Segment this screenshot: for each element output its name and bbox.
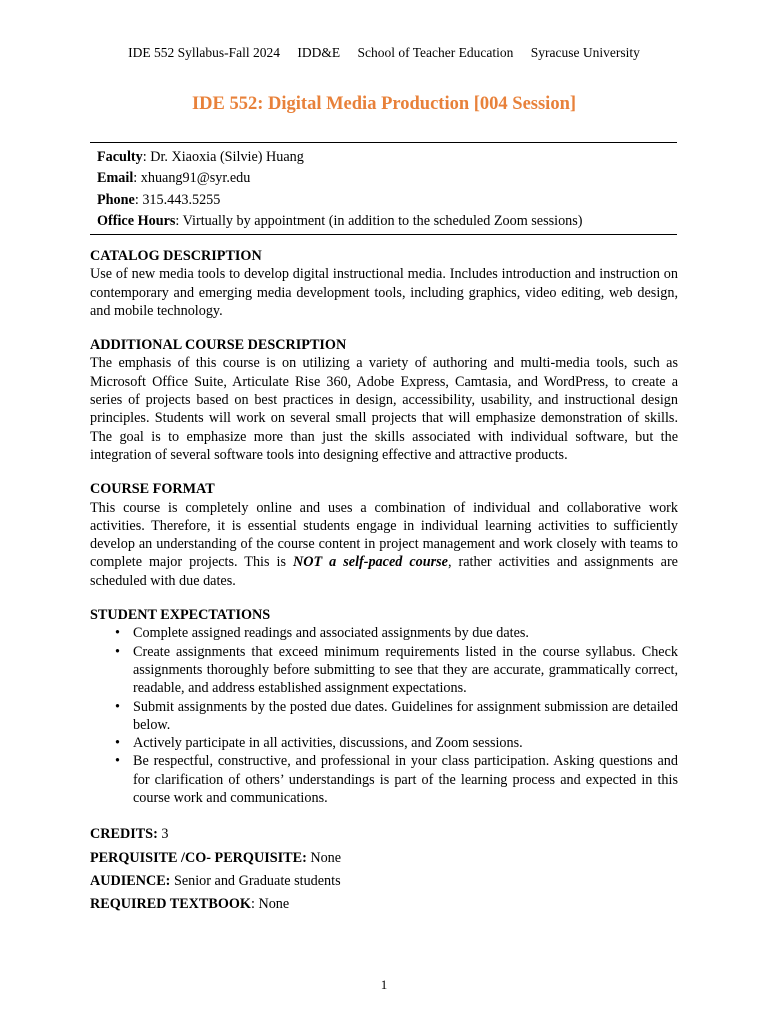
phone-label: Phone bbox=[97, 191, 135, 208]
course-facts bbox=[90, 823, 678, 916]
credits-value: 3 bbox=[157, 826, 169, 843]
course-format-text-after: , rather activities and assignments are scheduled with due dates. bbox=[90, 554, 678, 589]
email-row bbox=[90, 168, 677, 189]
course-format-emphasis: NOT a self-paced course bbox=[293, 554, 448, 571]
catalog-section bbox=[90, 247, 678, 320]
faculty-label: Faculty bbox=[97, 149, 143, 165]
office-hours-row bbox=[90, 211, 677, 232]
prerequisite-line bbox=[90, 847, 678, 870]
page-header bbox=[0, 45, 768, 61]
course-format-section bbox=[90, 480, 678, 590]
page-number: 1 bbox=[380, 977, 388, 992]
email-value: : xhuang91@syr.edu bbox=[133, 170, 251, 187]
header-department: IDD&E bbox=[297, 45, 341, 60]
course-format-heading: COURSE FORMAT bbox=[90, 481, 215, 498]
textbook-value: : None bbox=[250, 896, 290, 913]
additional-description-heading: ADDITIONAL COURSE DESCRIPTION bbox=[90, 337, 347, 354]
textbook-label: REQUIRED TEXTBOOK bbox=[90, 896, 251, 913]
course-format-text bbox=[90, 499, 678, 590]
document-body bbox=[90, 247, 678, 917]
document-title: IDE 552: Digital Media Production [004 Session] bbox=[191, 94, 577, 114]
faculty-row bbox=[90, 147, 677, 168]
faculty-value: : Dr. Xiaoxia (Silvie) Huang bbox=[142, 149, 304, 165]
office-hours-value: : Virtually by appointment (in addition to the scheduled Zoom sessions) bbox=[175, 212, 583, 229]
header-school: School of Teacher Education bbox=[357, 45, 514, 60]
office-hours-label: Office Hours bbox=[97, 212, 176, 229]
additional-description-section bbox=[90, 336, 678, 464]
list-item: • Submit assignments by the posted due dates. Guidelines for assignment submission are detailed below. bbox=[90, 698, 678, 735]
credits-label: CREDITS: bbox=[90, 826, 158, 843]
course-format-text-before: This course is completely online and uses a combination of individual and collaborative work activities. Therefore, it is essential students engage in individual learning activities to sufficiently develop an understanding of the course content in project management and work closely with teams to complete major projects. This is bbox=[90, 499, 678, 571]
email-label: Email bbox=[97, 170, 134, 187]
list-item: • Be respectful, constructive, and professional in your class participation. Asking questions and for clarification of others’ understandings is part of the learning process and expected in this course work and communications. bbox=[90, 752, 678, 807]
phone-value: : 315.443.5255 bbox=[134, 191, 221, 208]
audience-value: Senior and Graduate students bbox=[170, 872, 341, 889]
prerequisite-value: None bbox=[306, 849, 342, 866]
list-item: • Complete assigned readings and associated assignments by due dates. bbox=[90, 624, 678, 642]
audience-line bbox=[90, 870, 678, 893]
audience-label: AUDIENCE: bbox=[90, 872, 171, 889]
student-expectations-section bbox=[90, 606, 678, 807]
list-item: • Create assignments that exceed minimum requirements listed in the course syllabus. Check assignments thoroughly before submitting to see that they are accurate, grammatically correct, readable, and address established assignment expectations. bbox=[90, 643, 678, 698]
textbook-line bbox=[90, 893, 678, 916]
student-expectations-heading: STUDENT EXPECTATIONS bbox=[90, 607, 271, 624]
header-course: IDE 552 Syllabus-Fall 2024 bbox=[128, 45, 280, 60]
header-university: Syracuse University bbox=[530, 45, 640, 60]
catalog-heading: CATALOG DESCRIPTION bbox=[90, 248, 262, 264]
prerequisite-label: PERQUISITE /CO- PERQUISITE: bbox=[90, 849, 307, 866]
credits-line bbox=[90, 823, 678, 846]
faculty-info-box bbox=[90, 142, 677, 235]
phone-row bbox=[90, 190, 677, 211]
additional-description-text: The emphasis of this course is on utilizing a variety of authoring and multi-media tools, such as Microsoft Office Suite, Articulate Rise 360, Adobe Express, Camtasia, and WordPress, to create a series of projects based on best practices in design, accessibility, usability, and instructional design principles. Students will work on several small projects that will emphasize demonstration of skills. The goal is to emphasize more than just the skills associated with individual software, but the integration of several software tools into designing effective and attractive products. bbox=[90, 355, 678, 463]
list-item: • Actively participate in all activities, discussions, and Zoom sessions. bbox=[90, 734, 678, 752]
catalog-text: Use of new media tools to develop digital instructional media. Includes introduction and instruction on contemporary and emerging media development tools, including graphics, video editing, web design, and mobile technology. bbox=[90, 266, 678, 319]
expectations-list bbox=[90, 624, 678, 807]
